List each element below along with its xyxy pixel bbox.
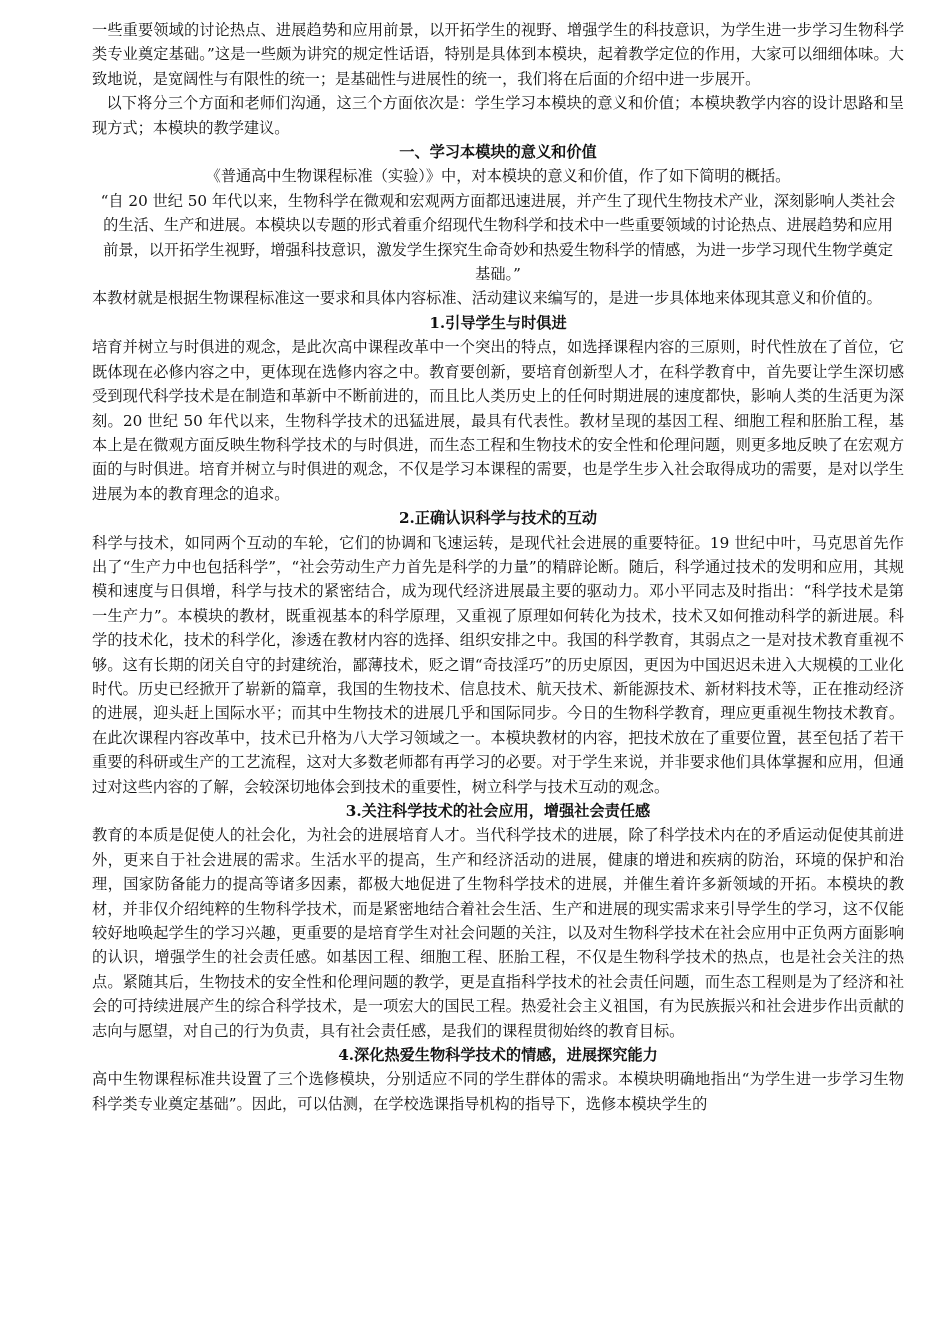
paragraph-overview: 以下将分三个方面和老师们沟通，这三个方面依次是：学生学习本模块的意义和价值；本模块教学内容的设计思路和呈现方式；本模块的教学建议。 xyxy=(92,94,904,137)
paragraph-4: 高中生物课程标准共设置了三个选修模块，分别适应不同的学生群体的需求。本模块明确地指出“为学生进一步学习生物科学类专业奠定基础”。因此，可以估测，在学校选课指导机构的指导下，选修本模块学生的 xyxy=(92,1070,904,1113)
standard-quote: “自 20 世纪 50 年代以来，生物科学在微观和宏观两方面都迅速进展，并产生了现代生物技术产业，深刻影响人类社会的生活、生产和进展。本模块以专题的形式着重介绍现代生物科学和技术中一些重要领域的讨论热点、进展趋势和应用前景，以开拓学生视野，增强科技意识，激发学生探究生命奇妙和热爱生物科学的情感，为进一步学习现代生物学奠定基础。” xyxy=(100,191,896,284)
subheading-4: 4.深化热爱生物科学技术的情感，进展探究能力 xyxy=(338,1046,658,1065)
document-page xyxy=(92,18,904,1116)
subheading-1: 1.引导学生与时俱进 xyxy=(429,313,567,332)
paragraph-2: 科学与技术，如同两个互动的车轮，它们的协调和飞速运转，是现代社会进展的重要特征。19 世纪中叶，马克思首先作出了“生产力中也包括科学”，“社会劳动生产力首先是科学的力量”的精辟论断。随后，科学通过技术的发明和应用，其规模和速度与日俱增，科学与技术的紧密结合，成为现代经济进展最主要的驱动力。邓小平同志及时指出：“科学技术是第一生产力”。本模块的教材，既重视基本的科学原理，又重视了原理如何转化为技术，技术又如何推动科学的新进展。科学的技术化，技术的科学化，渗透在教材内容的选择、组织安排之中。我国的科学教育，其弱点之一是对技术教育重视不够。这有长期的闭关自守的封建统治，鄙薄技术，贬之谓“奇技淫巧”的历史原因，更因为中国迟迟未进入大规模的工业化时代。历史已经掀开了崭新的篇章，我国的生物技术、信息技术、航天技术、新能源技术、新材料技术等，正在推动经济的进展，迎头赶上国际水平；而其中生物技术的进展几乎和国际同步。今日的生物科学教育，理应更重视生物技术教育。在此次课程内容改革中，技术已升格为八大学习领域之一。本模块教材的内容，把技术放在了重要位置，甚至包括了若干重要的科研或生产的工艺流程，这对大多数老师都有再学习的必要。对于学生来说，并非要求他们具体掌握和应用，但通过对这些内容的了解，会较深切地体会到技术的重要性，树立科学与技术互动的观念。 xyxy=(92,533,904,796)
subheading-2: 2.正确认识科学与技术的互动 xyxy=(398,509,598,528)
paragraph-after-quote: 本教材就是根据生物课程标准这一要求和具体内容标准、活动建议来编写的，是进一步具体地来体现其意义和价值的。 xyxy=(92,289,882,308)
quote-intro: 《普通高中生物课程标准（实验）》中，对本模块的意义和价值，作了如下简明的概括。 xyxy=(205,167,791,186)
subheading-3: 3.关注科学技术的社会应用，增强社会责任感 xyxy=(345,802,651,820)
section-heading-1: 一、学习本模块的意义和价值 xyxy=(399,143,597,162)
paragraph-1: 培育并树立与时俱进的观念，是此次高中课程改革中一个突出的特点，如选择课程内容的三原则，时代性放在了首位，它既体现在必修内容之中，更体现在选修内容之中。教育要创新，要培育创新型人才，在科学教育中，首先要让学生深切感受到现代科学技术是在制造和革新中不断前进的，而且比人类历史上的任何时期进展的速度都快，影响人类的生活更为深刻。20 世纪 50 年代以来，生物科学技术的迅猛进展，最具有代表性。教材呈现的基因工程、细胞工程和胚胎工程，基本上是在微观方面反映生物科学技术的与时俱进，而生态工程和生物技术的安全性和伦理问题，则更多地反映了在宏观方面的与时俱进。培育并树立与时俱进的观念，不仅是学习本课程的需要，也是学生步入社会取得成功的需要，是对以学生进展为本的教育理念的追求。 xyxy=(92,338,904,503)
paragraph-intro: 一些重要领域的讨论热点、进展趋势和应用前景，以开拓学生的视野、增强学生的科技意识，为学生进一步学习生物科学类专业奠定基础。”这是一些颇为讲究的规定性话语，特别是具体到本模块，起着教学定位的作用，大家可以细细体味。大致地说，是宽阔性与有限性的统一；是基础性与进展性的统一，我们将在后面的介绍中进一步展开。 xyxy=(92,21,904,88)
paragraph-3: 教育的本质是促使人的社会化，为社会的进展培育人才。当代科学技术的进展，除了科学技术内在的矛盾运动促使其前进外，更来自于社会进展的需求。生活水平的提高，生产和经济活动的进展，健康的增进和疾病的防治，环境的保护和治理，国家防备能力的提高等诸多因素，都极大地促进了生物科学技术的进展，并催生着许多新领域的开拓。本模块的教材，并非仅介绍纯粹的生物科学技术，而是紧密地结合着社会生活、生产和进展的现实需求来引导学生的学习，这不仅能较好地唤起学生的学习兴趣，更重要的是培育学生对社会问题的关注，以及对生物科学技术在社会应用中正负两方面影响的认识，增强学生的社会责任感。如基因工程、细胞工程、胚胎工程，不仅是生物科学技术的热点，也是社会关注的热点。紧随其后，生物技术的安全性和伦理问题的教学，更是直指科学技术的社会责任问题，而生态工程则是为了经济和社会的可持续进展产生的综合科学技术，是一项宏大的国民工程。热爱社会主义祖国，有为民族振兴和社会进步作出贡献的志向与愿望，对自己的行为负责，具有社会责任感，是我们的课程贯彻始终的教育目标。 xyxy=(92,826,904,1040)
